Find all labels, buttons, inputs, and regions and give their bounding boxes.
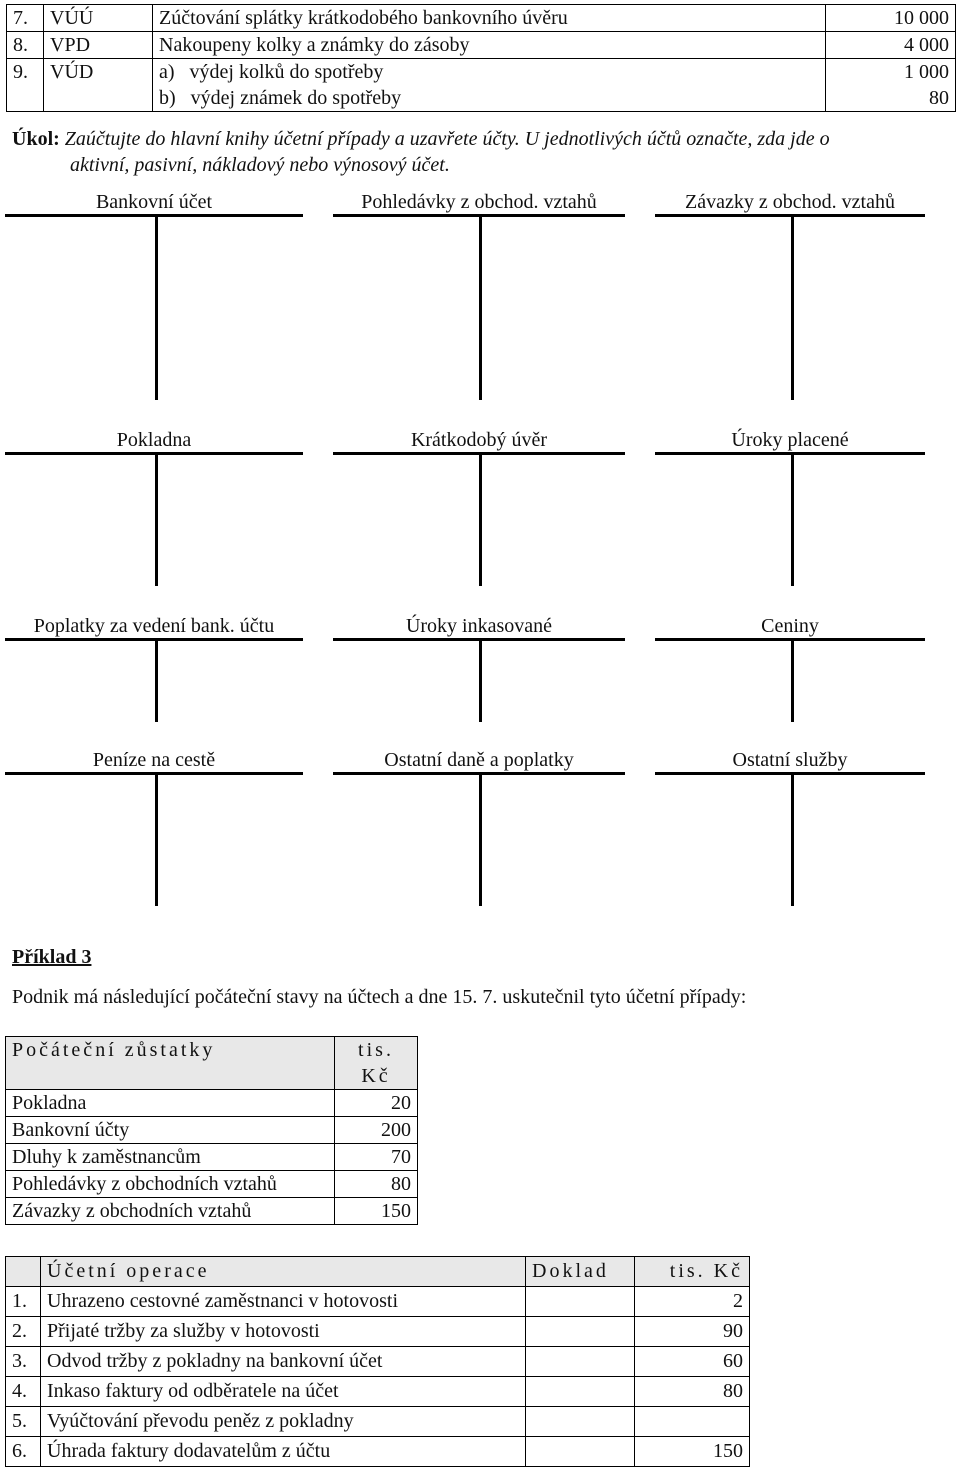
t-account	[5, 748, 303, 906]
task-label: Úkol:	[12, 128, 60, 150]
amount-sub: 80	[929, 87, 949, 109]
t-account-top-line	[5, 214, 303, 217]
description: a) výdej kolků do spotřeby	[159, 61, 384, 83]
op-description: Inkaso faktury od odběratele na účet	[41, 1377, 526, 1407]
t-account-label: Poplatky za vedení bank. účtu	[33, 615, 275, 637]
t-account	[333, 428, 625, 586]
description: Nakoupeny kolky a známky do zásoby	[153, 32, 826, 59]
t-account-top-line	[655, 638, 925, 641]
op-document	[526, 1437, 635, 1467]
row-number: 9.	[7, 59, 44, 112]
op-document	[526, 1287, 635, 1317]
op-amount: 90	[635, 1317, 750, 1347]
task-instructions	[12, 126, 952, 178]
t-account-top-line	[5, 772, 303, 775]
op-description: Uhrazeno cestovné zaměstnanci v hotovosti	[41, 1287, 526, 1317]
header-operation: Účetní operace	[41, 1257, 526, 1287]
t-account	[655, 748, 925, 906]
t-account	[5, 614, 303, 722]
balance-value: 70	[335, 1144, 418, 1171]
balance-value: 80	[335, 1171, 418, 1198]
t-account-label: Krátkodobý úvěr	[410, 429, 548, 451]
t-account-center-line	[155, 772, 158, 906]
transactions-table	[6, 4, 956, 112]
table-row	[6, 1117, 418, 1144]
op-number: 4.	[6, 1377, 41, 1407]
header-unit	[335, 1037, 418, 1090]
amount: 4 000	[826, 32, 956, 59]
t-account-center-line	[791, 452, 794, 586]
table-row	[6, 1317, 750, 1347]
table-row	[6, 1171, 418, 1198]
t-account-label: Pokladna	[116, 429, 192, 451]
t-account-label: Peníze na cestě	[92, 749, 216, 771]
t-account-label: Úroky placené	[731, 429, 849, 451]
balance-name: Pokladna	[6, 1090, 335, 1117]
op-description: Vyúčtování převodu peněz z pokladny	[41, 1407, 526, 1437]
op-description: Úhrada faktury dodavatelům z účtu	[41, 1437, 526, 1467]
op-document	[526, 1407, 635, 1437]
op-amount: 150	[635, 1437, 750, 1467]
table-row	[7, 32, 956, 59]
op-amount: 80	[635, 1377, 750, 1407]
task-line-1: Zaúčtujte do hlavní knihy účetní případy a uzavřete účty. U jednotlivých účtů označte, zda jde o	[64, 128, 830, 150]
description: Zúčtování splátky krátkodobého bankovního úvěru	[153, 5, 826, 32]
example-title: Příklad 3	[12, 946, 92, 968]
t-account-top-line	[655, 772, 925, 775]
table-row	[6, 1377, 750, 1407]
header-document: Doklad	[526, 1257, 635, 1287]
task-line-2: aktivní, pasivní, nákladový nebo výnosový účet.	[70, 154, 450, 176]
description-cell	[153, 59, 826, 112]
op-amount	[635, 1407, 750, 1437]
table-row	[6, 1437, 750, 1467]
header-amount: tis. Kč	[635, 1257, 750, 1287]
op-number: 6.	[6, 1437, 41, 1467]
header-name: Počáteční zůstatky	[6, 1037, 335, 1090]
t-account-center-line	[791, 214, 794, 400]
amount: 1 000	[904, 61, 949, 83]
document-code: VÚÚ	[44, 5, 153, 32]
balance-name: Závazky z obchodních vztahů	[6, 1198, 335, 1225]
example-intro: Podnik má následující počáteční stavy na účtech a dne 15. 7. uskutečnil tyto účetní případy:	[12, 986, 747, 1008]
t-account-center-line	[479, 638, 482, 722]
t-account-label: Závazky z obchod. vztahů	[685, 191, 895, 213]
table-row	[7, 5, 956, 32]
table-header	[6, 1257, 750, 1287]
op-number: 3.	[6, 1347, 41, 1377]
document-code: VÚD	[44, 59, 153, 112]
t-account-label: Ostatní daně a poplatky	[384, 749, 574, 771]
op-number: 2.	[6, 1317, 41, 1347]
description-sub: b) výdej známek do spotřeby	[159, 87, 402, 109]
table-row	[6, 1090, 418, 1117]
t-account-center-line	[155, 638, 158, 722]
op-document	[526, 1377, 635, 1407]
balance-value: 200	[335, 1117, 418, 1144]
t-account-center-line	[479, 214, 482, 400]
t-account-label: Bankovní účet	[95, 191, 213, 213]
t-account-label: Úroky inkasované	[405, 615, 553, 637]
t-account-top-line	[655, 214, 925, 217]
t-account-label: Ostatní služby	[732, 749, 848, 771]
balance-name: Bankovní účty	[6, 1117, 335, 1144]
table-row	[6, 1144, 418, 1171]
t-account	[333, 748, 625, 906]
table-row	[6, 1287, 750, 1317]
op-description: Přijaté tržby za služby v hotovosti	[41, 1317, 526, 1347]
table-row	[6, 1347, 750, 1377]
amount-cell	[826, 59, 956, 112]
t-account-center-line	[479, 452, 482, 586]
t-account-top-line	[5, 452, 303, 455]
balance-value: 150	[335, 1198, 418, 1225]
row-number: 7.	[7, 5, 44, 32]
balance-name: Pohledávky z obchodních vztahů	[6, 1171, 335, 1198]
t-account	[5, 190, 303, 400]
op-number: 5.	[6, 1407, 41, 1437]
t-account-top-line	[655, 452, 925, 455]
t-account	[5, 428, 303, 586]
table-header	[6, 1037, 418, 1090]
header-unit-line-2: Kč	[361, 1065, 391, 1087]
op-amount: 60	[635, 1347, 750, 1377]
amount: 10 000	[826, 5, 956, 32]
operations-table	[5, 1256, 750, 1467]
document-code: VPD	[44, 32, 153, 59]
t-account-top-line	[5, 638, 303, 641]
op-number: 1.	[6, 1287, 41, 1317]
t-account-center-line	[155, 452, 158, 586]
op-amount: 2	[635, 1287, 750, 1317]
t-account-label: Ceniny	[761, 615, 819, 637]
t-account	[655, 614, 925, 722]
balance-name: Dluhy k zaměstnancům	[6, 1144, 335, 1171]
table-row	[6, 1407, 750, 1437]
t-account-label: Pohledávky z obchod. vztahů	[361, 191, 597, 213]
t-account	[655, 190, 925, 400]
t-account-center-line	[479, 772, 482, 906]
op-document	[526, 1347, 635, 1377]
balance-value: 20	[335, 1090, 418, 1117]
t-account-center-line	[791, 772, 794, 906]
t-account-center-line	[155, 214, 158, 400]
t-account	[655, 428, 925, 586]
header-unit-line-1: tis.	[358, 1039, 394, 1061]
op-description: Odvod tržby z pokladny na bankovní účet	[41, 1347, 526, 1377]
header-number	[6, 1257, 41, 1287]
table-row	[6, 1198, 418, 1225]
opening-balances-table	[5, 1036, 418, 1225]
t-account-center-line	[791, 638, 794, 722]
t-account	[333, 614, 625, 722]
t-account	[333, 190, 625, 400]
table-row	[7, 59, 956, 112]
row-number: 8.	[7, 32, 44, 59]
op-document	[526, 1317, 635, 1347]
